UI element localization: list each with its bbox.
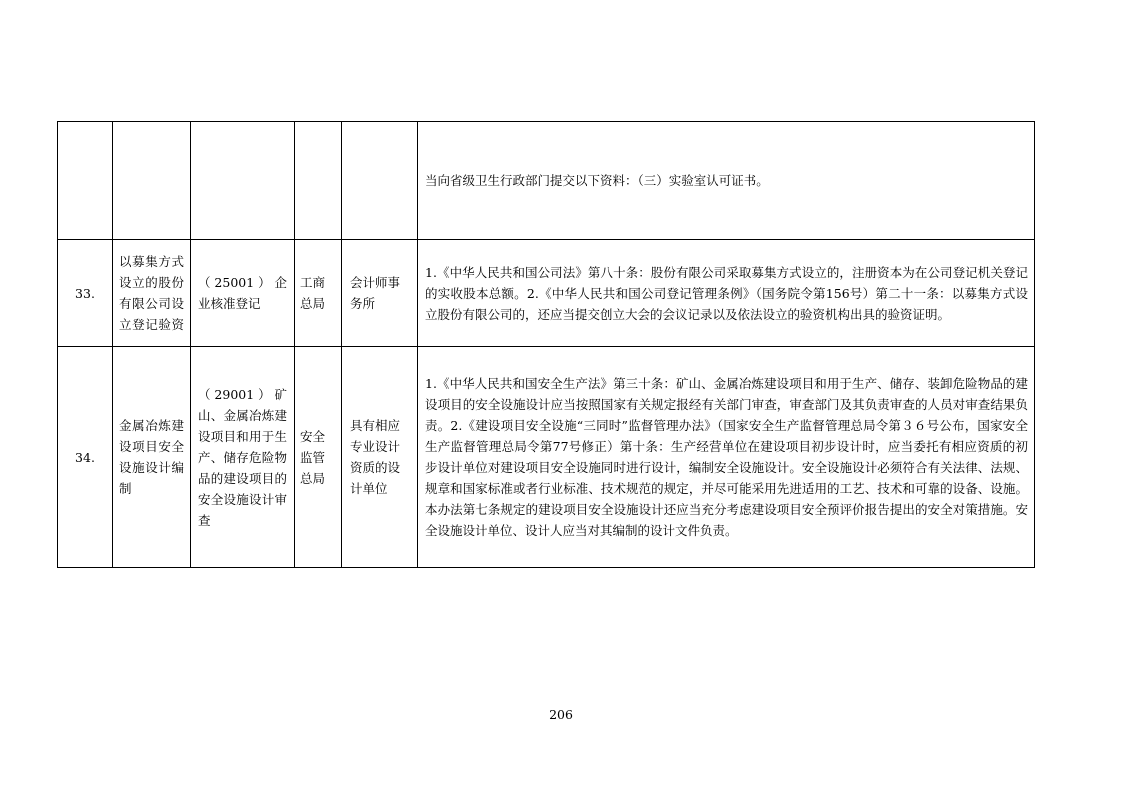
department-cell — [295, 122, 342, 240]
organization-cell: 会计师事务所 — [342, 240, 418, 347]
item-cell — [191, 347, 295, 568]
item-cell — [191, 240, 295, 347]
name-cell — [113, 122, 191, 240]
organization-cell — [342, 122, 418, 240]
department-cell: 安全监管总局 — [295, 347, 342, 568]
item-cell — [191, 122, 295, 240]
basis-text: 1.《中华人民共和国安全生产法》第三十条：矿山、金属冶炼建设项目和用于生产、储存、装卸危险物品的建设项目的安全设施设计应当按照国家有关规定报经有关部门审查，审查部门及其负责审查的人员对审查结果负责。2.《建设项目安全设施“三同时”监督管理办法》（国家安全生产监督管理总局令第３６号公布，国家安全生产监督管理总局令第77号修正）第十条：生产经营单位在建设项目初步设计时，应当委托有相应资质的初步设计单位对建设项目安全设施同时进行设计，编制安全设施设计。安全设施设计必须符合有关法律、法规、规章和国家标准或者行业标准、技术规范的规定，并尽可能采用先进适用的工艺、技术和可靠的设备、设施。本办法第七条规定的建设项目安全设施设计还应当充分考虑建设项目安全预评价报告提出的安全对策措施。安全设施设计单位、设计人应当对其编制的设计文件负责。 — [425, 376, 1028, 538]
item-text: （25001）企业核准登记 — [198, 275, 287, 311]
page-number: 206 — [549, 707, 573, 722]
basis-cell — [418, 122, 1035, 240]
organization-cell: 具有相应专业设计资质的设计单位 — [342, 347, 418, 568]
row-number-cell — [58, 122, 113, 240]
row-number-cell: 34. — [58, 347, 113, 568]
basis-text: 1.《中华人民共和国公司法》第八十条：股份有限公司采取募集方式设立的，注册资本为在公司登记机关登记的实收股本总额。2.《中华人民共和国公司登记管理条例》（国务院令第156号）第二十一条：以募集方式设立股份有限公司的，还应当提交创立大会的会议记录以及依法设立的验资机构出具的验资证明。 — [425, 264, 1028, 322]
department-cell: 工商总局 — [295, 240, 342, 347]
table-row — [58, 240, 1035, 347]
basis-cell — [418, 240, 1035, 347]
row-number-cell: 33. — [58, 240, 113, 347]
table-row — [58, 347, 1035, 568]
document-table — [57, 121, 1035, 568]
name-cell: 金属冶炼建设项目安全设施设计编制 — [113, 347, 191, 568]
item-text: （29001）矿山、金属冶炼建设项目和用于生产、储存危险物品的建设项目的安全设施设计审查 — [198, 386, 287, 528]
basis-cell — [418, 347, 1035, 568]
basis-text: 当向省级卫生行政部门提交以下资料：（三）实验室认可证书。 — [425, 173, 769, 188]
name-cell: 以募集方式设立的股份有限公司设立登记验资 — [113, 240, 191, 347]
table-row-continuation — [58, 122, 1035, 240]
